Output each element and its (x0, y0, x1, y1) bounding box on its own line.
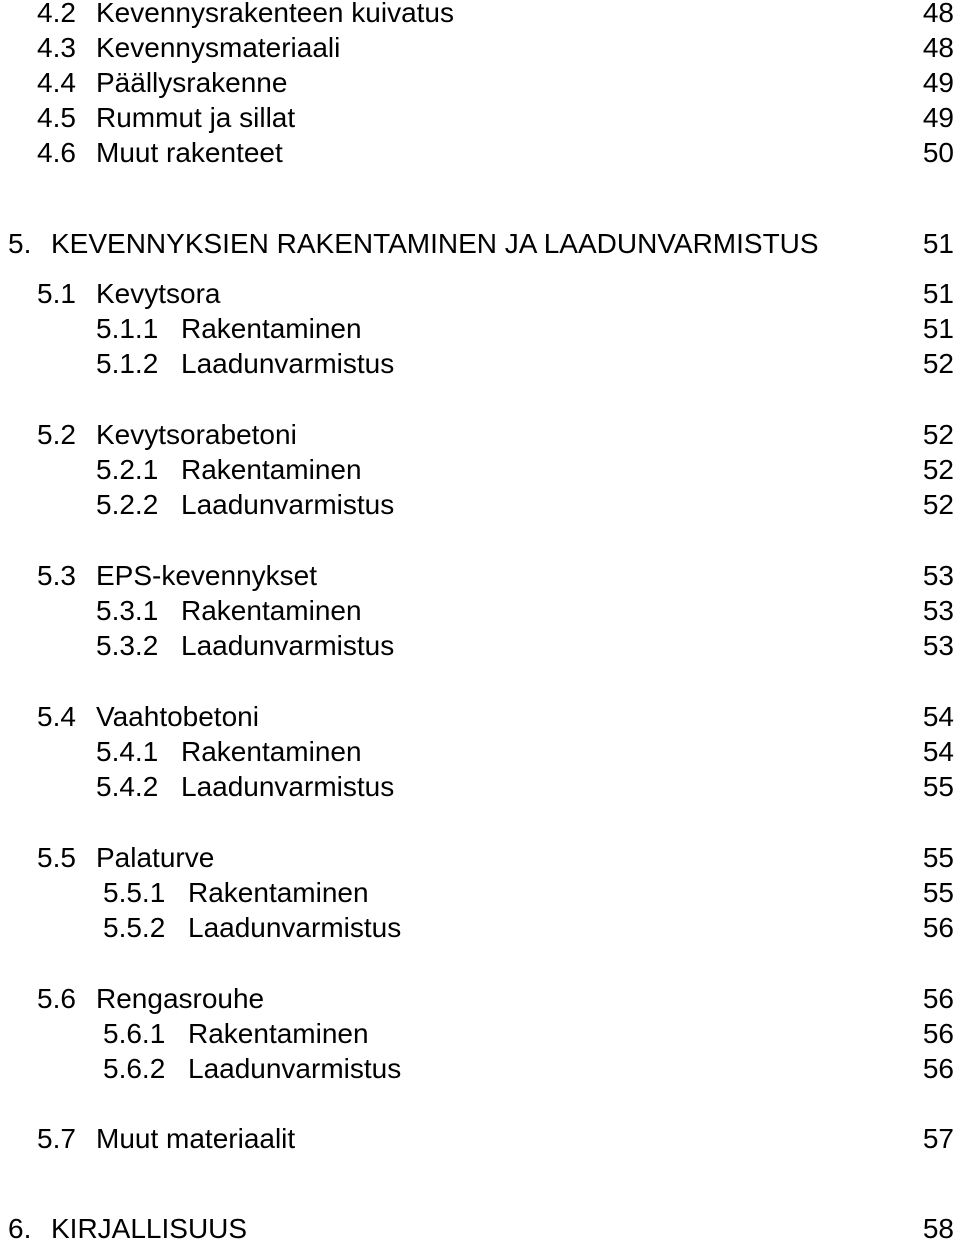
toc-entry-number: 5.1.2 (96, 348, 159, 379)
toc-entry-number: 5.4.1 (96, 736, 159, 767)
toc-entry-title: KEVENNYKSIEN RAKENTAMINEN JA LAADUNVARMISTUS (51, 228, 819, 259)
toc-entry-page: 54 (922, 701, 954, 732)
toc-entry-page: 51 (922, 228, 954, 259)
toc-entry-5-5-2[interactable] (0, 911, 960, 945)
toc-entry-number: 5.5 (37, 842, 76, 873)
toc-entry-page: 56 (922, 983, 954, 1014)
toc-entry-5-4-2[interactable] (0, 770, 960, 804)
toc-entry-number: 5.2 (37, 419, 76, 450)
toc-entry-page: 49 (922, 67, 954, 98)
toc-entry-page: 52 (922, 348, 954, 379)
toc-entry-page: 52 (922, 489, 954, 520)
toc-entry-title: Rakentaminen (181, 736, 362, 767)
toc-entry-page: 52 (922, 419, 954, 450)
toc-entry-5-4[interactable] (0, 700, 960, 734)
toc-entry-page: 55 (922, 842, 954, 873)
toc-entry-5-2[interactable] (0, 418, 960, 452)
toc-entry-number: 5.4.2 (96, 771, 159, 802)
toc-entry-number: 5.1 (37, 278, 76, 309)
toc-entry-number: 5.3 (37, 560, 76, 591)
toc-entry-number: 5.2.2 (96, 489, 159, 520)
toc-entry-number: 5.6.1 (103, 1018, 166, 1049)
toc-entry-5-5[interactable] (0, 841, 960, 875)
toc-entry-page: 48 (922, 0, 954, 28)
toc-entry-number: 5.1.1 (96, 313, 159, 344)
toc-entry-number: 5.3.1 (96, 595, 159, 626)
toc-entry-page: 51 (922, 278, 954, 309)
toc-entry-5-6-2[interactable] (0, 1052, 960, 1086)
toc-entry-title: Rakentaminen (181, 595, 362, 626)
toc-entry-number: 5.6.2 (103, 1053, 166, 1084)
toc-entry-4-2[interactable] (0, 0, 960, 30)
toc-entry-page: 52 (922, 454, 954, 485)
toc-entry-page: 53 (922, 630, 954, 661)
toc-entry-title: Kevennysmateriaali (96, 32, 341, 63)
toc-entry-4-3[interactable] (0, 31, 960, 65)
toc-entry-title: Rakentaminen (188, 1018, 369, 1049)
toc-entry-4-5[interactable] (0, 101, 960, 135)
toc-entry-5-1[interactable] (0, 277, 960, 311)
toc-entry-number: 5.3.2 (96, 630, 159, 661)
toc-entry-title: Laadunvarmistus (181, 630, 395, 661)
toc-entry-page: 50 (922, 137, 954, 168)
toc-entry-5-5-1[interactable] (0, 876, 960, 910)
toc-entry-page: 56 (922, 1053, 954, 1084)
toc-entry-5-3-1[interactable] (0, 594, 960, 628)
toc-entry-page: 54 (922, 736, 954, 767)
toc-entry-number: 5.5.1 (103, 877, 166, 908)
toc-entry-number: 5. (8, 228, 32, 259)
toc-entry-4-6[interactable] (0, 136, 960, 170)
toc-entry-number: 5.4 (37, 701, 76, 732)
toc-entry-number: 4.2 (37, 0, 76, 28)
toc-entry-title: Palaturve (96, 842, 215, 873)
toc-entry-page: 51 (922, 313, 954, 344)
toc-entry-title: KIRJALLISUUS (51, 1213, 248, 1244)
toc-entry-title: Päällysrakenne (96, 67, 288, 98)
toc-entry-title: Laadunvarmistus (188, 1053, 402, 1084)
toc-entry-page: 53 (922, 560, 954, 591)
toc-entry-5-1-2[interactable] (0, 347, 960, 381)
toc-entry-title: Vaahtobetoni (96, 701, 259, 732)
toc-entry-page: 49 (922, 102, 954, 133)
toc-entry-5-2-1[interactable] (0, 453, 960, 487)
toc-entry-title: Rakentaminen (188, 877, 369, 908)
toc-entry-number: 4.5 (37, 102, 76, 133)
toc-entry-page: 55 (922, 771, 954, 802)
toc-entry-5-3-2[interactable] (0, 629, 960, 663)
toc-entry-title: Rummut ja sillat (96, 102, 296, 133)
toc-entry-title: Laadunvarmistus (181, 771, 395, 802)
toc-entry-page: 55 (922, 877, 954, 908)
toc-chapter-6[interactable] (0, 1212, 960, 1246)
toc-entry-title: Muut materiaalit (96, 1123, 296, 1154)
toc-entry-title: Kevytsorabetoni (96, 419, 297, 450)
toc-entry-number: 5.2.1 (96, 454, 159, 485)
toc-entry-number: 5.7 (37, 1123, 76, 1154)
toc-entry-title: Laadunvarmistus (181, 348, 395, 379)
toc-entry-page: 53 (922, 595, 954, 626)
toc-entry-page: 57 (922, 1123, 954, 1154)
toc-entry-title: Laadunvarmistus (188, 912, 402, 943)
toc-entry-title: Rakentaminen (181, 313, 362, 344)
toc-entry-number: 5.5.2 (103, 912, 166, 943)
toc-entry-5-7[interactable] (0, 1122, 960, 1156)
toc-entry-number: 6. (8, 1213, 32, 1244)
toc-entry-number: 4.3 (37, 32, 76, 63)
toc-entry-page: 58 (922, 1213, 954, 1244)
toc-entry-5-6-1[interactable] (0, 1017, 960, 1051)
toc-entry-title: EPS-kevennykset (96, 560, 317, 591)
toc-entry-page: 48 (922, 32, 954, 63)
toc-entry-title: Laadunvarmistus (181, 489, 395, 520)
toc-entry-5-6[interactable] (0, 982, 960, 1016)
toc-entry-page: 56 (922, 1018, 954, 1049)
toc-entry-5-4-1[interactable] (0, 735, 960, 769)
toc-chapter-5[interactable] (0, 227, 960, 261)
toc-entry-number: 5.6 (37, 983, 76, 1014)
toc-entry-number: 4.4 (37, 67, 76, 98)
toc-entry-title: Muut rakenteet (96, 137, 283, 168)
toc-entry-title: Rakentaminen (181, 454, 362, 485)
toc-entry-5-1-1[interactable] (0, 312, 960, 346)
toc-entry-title: Kevennysrakenteen kuivatus (96, 0, 454, 28)
toc-entry-4-4[interactable] (0, 66, 960, 100)
toc-entry-title: Rengasrouhe (96, 983, 265, 1014)
toc-entry-page: 56 (922, 912, 954, 943)
toc-entry-number: 4.6 (37, 137, 76, 168)
toc-entry-5-2-2[interactable] (0, 488, 960, 522)
toc-entry-title: Kevytsora (96, 278, 221, 309)
toc-entry-5-3[interactable] (0, 559, 960, 593)
